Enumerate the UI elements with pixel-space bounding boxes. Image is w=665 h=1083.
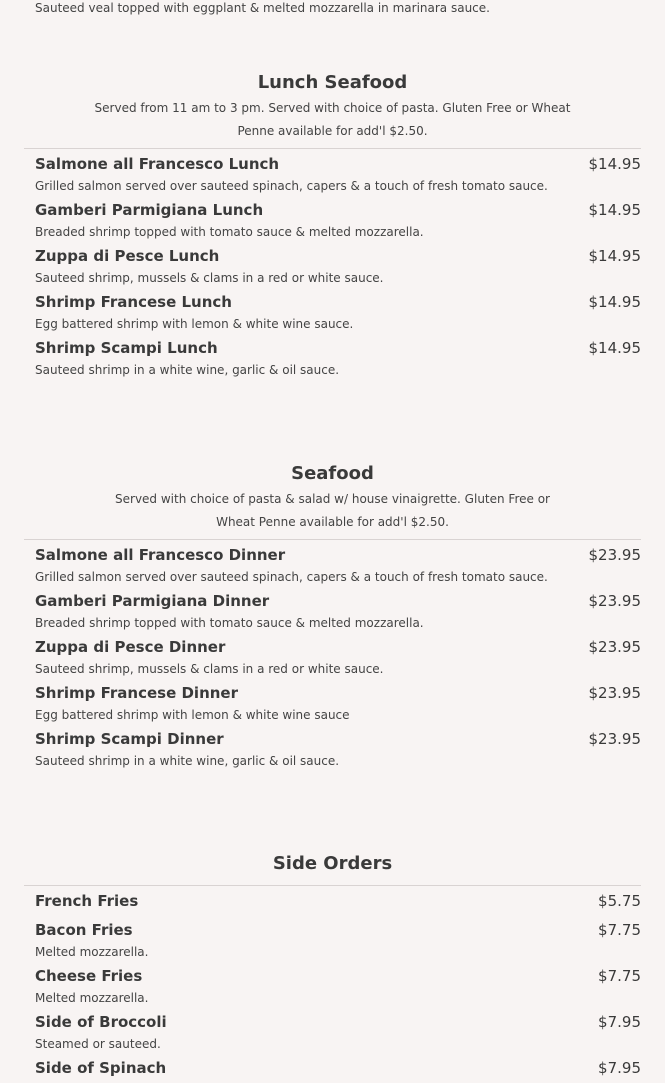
- menu-item[interactable]: [24, 199, 641, 245]
- menu-item-price: $23.95: [588, 684, 641, 702]
- menu-item-description: Breaded shrimp topped with tomato sauce & melted mozzarella.: [35, 225, 424, 239]
- menu-item-name: Zuppa di Pesce Lunch: [35, 247, 220, 265]
- menu-item-name: Zuppa di Pesce Dinner: [35, 638, 226, 656]
- section-title: Side Orders: [272, 853, 393, 874]
- section-divider: [24, 148, 641, 149]
- menu-item-name: Shrimp Scampi Dinner: [35, 730, 224, 748]
- menu-item-price: $7.95: [598, 1013, 641, 1031]
- menu-item-name: French Fries: [35, 892, 139, 910]
- menu-item[interactable]: [24, 728, 641, 774]
- menu-item-name: Shrimp Francese Lunch: [35, 293, 232, 311]
- menu-item-price: $23.95: [588, 592, 641, 610]
- menu-item-description: Grilled salmon served over sauteed spinach, capers & a touch of fresh tomato sauce.: [35, 570, 548, 584]
- menu-item-list: [24, 153, 641, 383]
- menu-item-name: Gamberi Parmigiana Dinner: [35, 592, 270, 610]
- menu-item-price: $23.95: [588, 546, 641, 564]
- menu-item[interactable]: [24, 890, 641, 914]
- menu-item[interactable]: [24, 919, 641, 965]
- menu-item-name: Salmone all Francesco Lunch: [35, 155, 280, 173]
- section-divider: [24, 539, 641, 540]
- menu-item-description: Grilled salmon served over sauteed spinach, capers & a touch of fresh tomato sauce.: [35, 179, 548, 193]
- menu-item-description: Sauteed shrimp, mussels & clams in a red or white sauce.: [35, 271, 384, 285]
- menu-item-name: Bacon Fries: [35, 921, 133, 939]
- section-subtitle: Served from 11 am to 3 pm. Served with choice of pasta. Gluten Free or Wheat Penne available for add'l $2.50.: [94, 101, 571, 138]
- menu-item-name: Shrimp Scampi Lunch: [35, 339, 218, 357]
- menu-item-price: $14.95: [588, 201, 641, 219]
- section-lunch-seafood: [24, 71, 641, 383]
- section-subtitle: Served with choice of pasta & salad w/ house vinaigrette. Gluten Free or Wheat Penne available for add'l $2.50.: [115, 492, 550, 529]
- menu-item-price: $7.75: [598, 967, 641, 985]
- section-title: Seafood: [291, 463, 374, 484]
- menu-item-description: Sauteed shrimp, mussels & clams in a red or white sauce.: [35, 662, 384, 676]
- menu-item-price: $7.75: [598, 921, 641, 939]
- menu-item[interactable]: [24, 291, 641, 337]
- menu-item-description: Breaded shrimp topped with tomato sauce & melted mozzarella.: [35, 616, 424, 630]
- menu-item[interactable]: [24, 337, 641, 383]
- menu-item[interactable]: [24, 590, 641, 636]
- menu-item-price: $14.95: [588, 339, 641, 357]
- menu-item[interactable]: [24, 1011, 641, 1057]
- menu-item-description: Egg battered shrimp with lemon & white wine sauce.: [35, 317, 354, 331]
- menu-item[interactable]: [24, 682, 641, 728]
- menu-item-price: $23.95: [588, 730, 641, 748]
- menu-item[interactable]: [24, 245, 641, 291]
- section-seafood: [24, 462, 641, 774]
- section-side-orders: [24, 852, 641, 1081]
- menu-item-list: [24, 890, 641, 1081]
- menu-item[interactable]: [24, 544, 641, 590]
- menu-item-name: Gamberi Parmigiana Lunch: [35, 201, 264, 219]
- menu-item-description: Egg battered shrimp with lemon & white wine sauce: [35, 708, 350, 722]
- menu-item-price: $14.95: [588, 247, 641, 265]
- menu-item[interactable]: [24, 636, 641, 682]
- menu-item-name: Side of Broccoli: [35, 1013, 167, 1031]
- menu-item-name: Cheese Fries: [35, 967, 143, 985]
- menu-item-description: Steamed or sauteed.: [35, 1037, 161, 1051]
- menu-item-price: $23.95: [588, 638, 641, 656]
- previous-item-description: Sauteed veal topped with eggplant & melted mozzarella in marinara sauce.: [35, 1, 490, 15]
- menu-item-name: Side of Spinach: [35, 1059, 167, 1077]
- menu-item-price: $5.75: [598, 892, 641, 910]
- menu-item[interactable]: [24, 153, 641, 199]
- menu-item-price: $14.95: [588, 293, 641, 311]
- section-title: Lunch Seafood: [257, 72, 408, 93]
- section-divider: [24, 885, 641, 886]
- menu-item-price: $7.95: [598, 1059, 641, 1077]
- menu-item-price: $14.95: [588, 155, 641, 173]
- menu-item-description: Melted mozzarella.: [35, 945, 149, 959]
- menu-item-description: Melted mozzarella.: [35, 991, 149, 1005]
- menu-item-description: Sauteed shrimp in a white wine, garlic & oil sauce.: [35, 363, 340, 377]
- menu-item-name: Shrimp Francese Dinner: [35, 684, 239, 702]
- menu-item-list: [24, 544, 641, 774]
- menu-item-description: Sauteed shrimp in a white wine, garlic & oil sauce.: [35, 754, 340, 768]
- menu-item[interactable]: [24, 965, 641, 1011]
- menu-item[interactable]: [24, 1057, 641, 1081]
- menu-item-name: Salmone all Francesco Dinner: [35, 546, 286, 564]
